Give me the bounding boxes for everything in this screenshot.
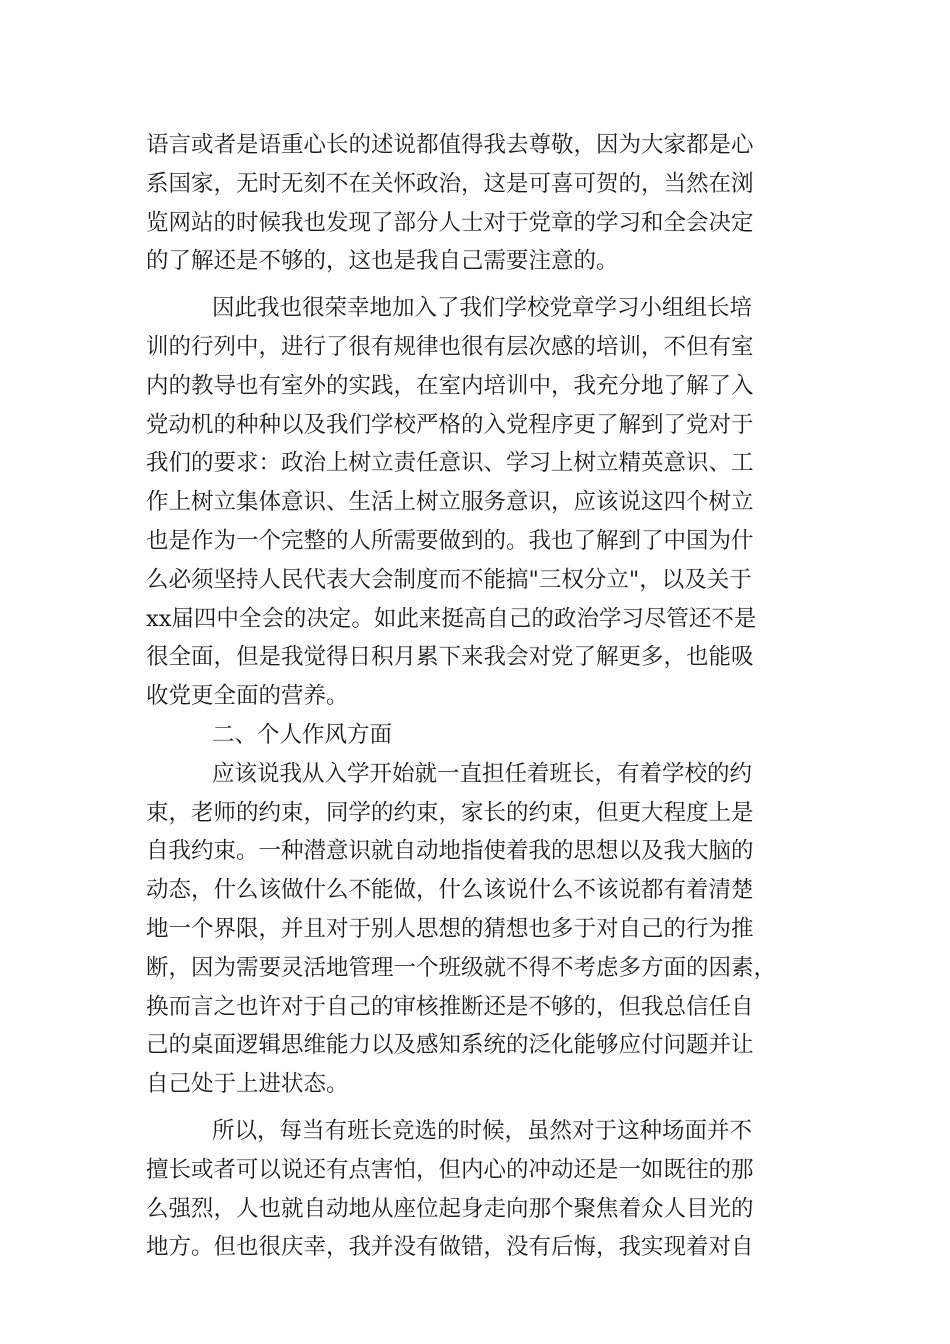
text-line: 地方。但也很庆幸，我并没有做错，没有后悔，我实现着对自 (146, 1234, 754, 1261)
text-line: 自己处于上进状态。 (146, 1071, 349, 1098)
text-line: 训的行列中，进行了很有规律也很有层次感的培训，不但有室 (146, 333, 754, 360)
text-line: 束，老师的约束，同学的约束，家长的约束，但更大程度上是 (146, 799, 754, 826)
paragraph-first-line: 应该说我从入学开始就一直担任着班长，有着学校的约 (212, 760, 753, 787)
paragraph-first-line: 因此我也很荣幸地加入了我们学校党章学习小组组长培 (212, 295, 753, 322)
text-line: 动态，什么该做什么不能做，什么该说什么不该说都有着清楚 (146, 877, 754, 904)
text-line: 自我约束。一种潜意识就自动地指使着我的思想以及我大脑的 (146, 838, 754, 865)
text-line: 的了解还是不够的，这也是我自己需要注意的。 (146, 248, 619, 275)
text-line: 系国家，无时无刻不在关怀政治，这是可喜可贺的，当然在浏 (146, 170, 754, 197)
text-line: 地一个界限，并且对于别人思想的猜想也多于对自己的行为推 (146, 915, 754, 942)
text-line: 么强烈，人也就自动地从座位起身走向那个聚焦着众人目光的 (146, 1195, 754, 1222)
text-line: 擅长或者可以说还有点害怕，但内心的冲动还是一如既往的那 (146, 1156, 754, 1183)
text-line: 收党更全面的营养。 (146, 683, 349, 710)
text-line: 作上树立集体意识、生活上树立服务意识，应该说这四个树立 (146, 489, 754, 516)
text-line: 我们的要求：政治上树立责任意识、学习上树立精英意识、工 (146, 450, 754, 477)
text-line: 也是作为一个完整的人所需要做到的。我也了解到了中国为什 (146, 527, 754, 554)
text-line: 么必须坚持人民代表大会制度而不能搞"三权分立"，以及关于 (146, 566, 752, 593)
section-heading: 二、个人作风方面 (212, 721, 393, 748)
text-line: 很全面，但是我觉得日积月累下来我会对党了解更多，也能吸 (146, 644, 754, 671)
document-body (146, 126, 806, 1267)
text-line: xx届四中全会的决定。如此来挺高自己的政治学习尽管还不是 (146, 605, 757, 632)
text-line: 内的教导也有室外的实践，在室内培训中，我充分地了解了入 (146, 372, 754, 399)
paragraph-first-line: 所以，每当有班长竞选的时候，虽然对于这种场面并不 (212, 1117, 753, 1144)
text-line: 换而言之也许对于自己的审核推断还是不够的，但我总信任自 (146, 993, 754, 1020)
text-line: 党动机的种种以及我们学校严格的入党程序更了解到了党对于 (146, 411, 754, 438)
text-line: 览网站的时候我也发现了部分人士对于党章的学习和全会决定 (146, 209, 754, 236)
text-line: 己的桌面逻辑思维能力以及感知系统的泛化能够应付问题并让 (146, 1032, 754, 1059)
text-line: 语言或者是语重心长的述说都值得我去尊敬，因为大家都是心 (146, 132, 754, 158)
text-line: 断，因为需要灵活地管理一个班级就不得不考虑多方面的因素， (146, 954, 777, 981)
